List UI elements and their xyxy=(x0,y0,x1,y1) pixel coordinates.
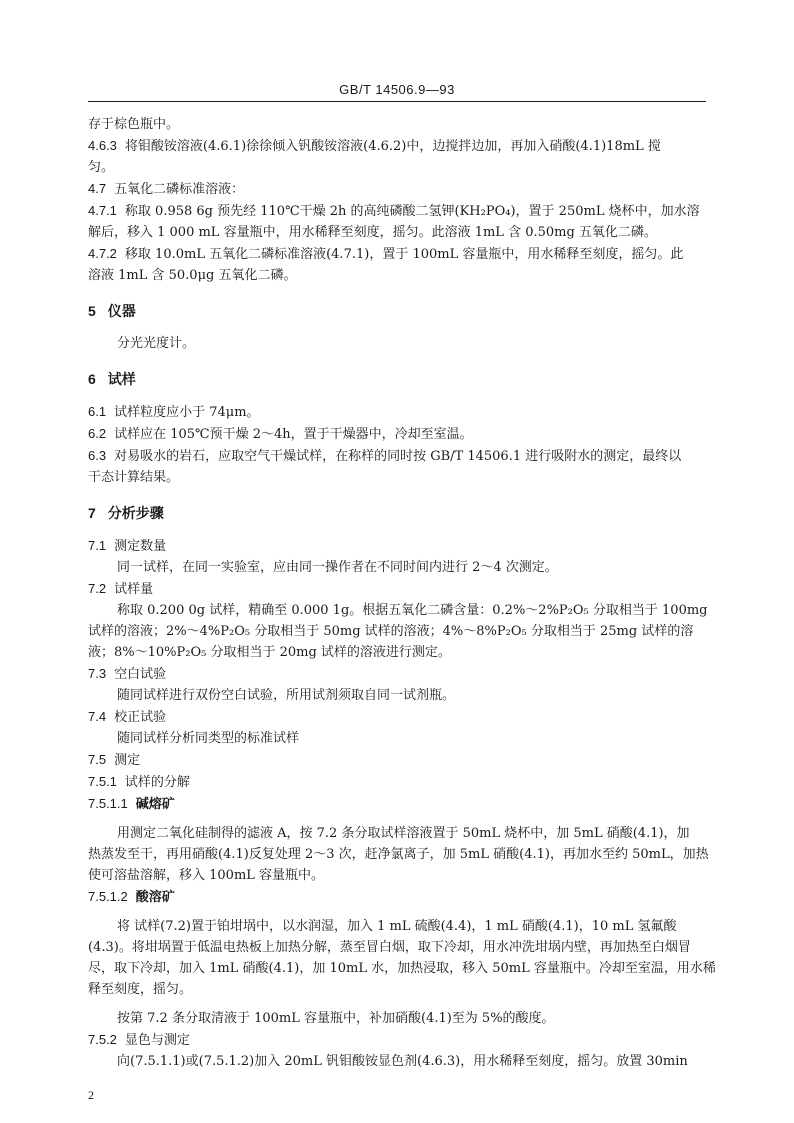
text-line: 分光光度计。 xyxy=(117,336,196,351)
section-7-heading xyxy=(88,503,706,525)
clause-text: 移取 10.0mL 五氧化二磷标准溶液(4.7.1)，置于 100mL 容量瓶中，用水稀释至刻度，摇匀。此 xyxy=(124,247,684,262)
section-number: 5 xyxy=(88,303,96,319)
text-line: (4.3)。将坩埚置于低温电热板上加热分解，蒸至冒白烟，取下冷却，用水冲洗坩埚内壁，再加热至白烟冒 xyxy=(88,940,691,955)
section-title: 分析步骤 xyxy=(107,506,164,522)
clause-number: 4.7.2 xyxy=(88,246,117,261)
text-line: 释至刻度，摇匀。 xyxy=(88,982,193,997)
clause-number: 7.5.2 xyxy=(88,1032,117,1047)
text-line: 解后，移入 1 000 mL 容量瓶中，用水稀释至刻度，摇匀。此溶液 1mL 含 0.50mg 五氧化二磷。 xyxy=(88,225,657,240)
text-line: 液；8%～10%P₂O₅ 分取相当于 20mg 试样的溶液进行测定。 xyxy=(88,645,451,660)
clause-number: 6.3 xyxy=(88,448,107,463)
clause-text: 试样粒度应小于 74μm。 xyxy=(114,405,260,420)
clause-number: 7.5.1 xyxy=(88,774,117,789)
clause-6-1 xyxy=(88,401,706,423)
clause-7-5-1-2 xyxy=(88,886,706,908)
clause-number: 7.5.1.2 xyxy=(88,889,128,904)
text-line: 随同试样进行双份空白试验，所用试剂须取自同一试剂瓶。 xyxy=(117,688,456,703)
document-body xyxy=(88,114,716,1072)
clause-text: 将钼酸铵溶液(4.6.1)徐徐倾入钒酸铵溶液(4.6.2)中，边搅拌边加，再加入硝酸(4.1)18mL 搅 xyxy=(124,139,661,154)
text-line: 试样的溶液；2%～4%P₂O₅ 分取相当于 50mg 试样的溶液；4%～8%P₂O₅ 分取相当于 25mg 试样的溶 xyxy=(88,624,694,639)
clause-7-5-1 xyxy=(88,771,706,793)
clause-number: 7.4 xyxy=(88,709,107,724)
clause-7-2 xyxy=(88,578,706,600)
clause-title: 试样量 xyxy=(114,582,154,597)
section-6-heading xyxy=(88,369,706,391)
section-title: 仪器 xyxy=(107,304,136,320)
clause-number: 6.2 xyxy=(88,426,107,441)
text-line: 同一试样，在同一实验室，应由同一操作者在不同时间内进行 2～4 次测定。 xyxy=(117,560,558,575)
section-5-heading xyxy=(88,301,706,323)
text-line: 热蒸发至干，再用硝酸(4.1)反复处理 2～3 次，赶净氯离子，加 5mL 硝酸(4.1)，再加水至约 50mL，加热 xyxy=(88,847,709,862)
clause-number: 7.5.1.1 xyxy=(88,796,128,811)
clause-7-5-2 xyxy=(88,1029,706,1051)
clause-number: 7.3 xyxy=(88,666,107,681)
header-rule xyxy=(88,101,706,102)
section-number: 7 xyxy=(88,505,96,521)
text-line: 按第 7.2 条分取清液于 100mL 容量瓶中，补加硝酸(4.1)至为 5%的酸度。 xyxy=(117,1011,555,1026)
clause-number: 4.7 xyxy=(88,181,107,196)
text-line: 随同试样分析同类型的标准试样 xyxy=(117,731,300,746)
clause-number: 7.1 xyxy=(88,538,107,553)
clause-text: 对易吸水的岩石，应取空气干燥试样，在称样的同时按 GB/T 14506.1 进行吸附水的测定，最终以 xyxy=(114,449,682,464)
clause-title: 测定数量 xyxy=(114,539,167,554)
clause-title: 酸溶矿 xyxy=(135,890,175,905)
clause-7-5 xyxy=(88,749,706,771)
clause-number: 6.1 xyxy=(88,404,107,419)
text-line: 存于棕色瓶中。 xyxy=(88,117,180,132)
text-line: 干态计算结果。 xyxy=(88,470,180,485)
text-line: 称取 0.200 0g 试样，精确至 0.000 1g。根据五氧化二磷含量：0.2%～2%P₂O₅ 分取相当于 100mg xyxy=(117,603,708,618)
clause-title: 碱熔矿 xyxy=(135,797,175,812)
clause-7-5-1-1 xyxy=(88,793,706,815)
text-line: 匀。 xyxy=(88,160,115,175)
clause-title: 测定 xyxy=(114,753,141,768)
clause-7-4 xyxy=(88,706,706,728)
section-number: 6 xyxy=(88,371,96,387)
text-line: 向(7.5.1.1)或(7.5.1.2)加入 20mL 钒钼酸铵显色剂(4.6.3)，用水稀释至刻度，摇匀。放置 30min xyxy=(117,1054,688,1069)
text-line: 使可溶盐溶解，移入 100mL 容量瓶中。 xyxy=(88,868,325,883)
page-number: 2 xyxy=(88,1088,94,1102)
clause-6-2 xyxy=(88,423,706,445)
clause-4-7-1 xyxy=(88,200,706,222)
text-line: 溶液 1mL 含 50.0μg 五氧化二磷。 xyxy=(88,268,297,283)
text-line: 用测定二氧化硅制得的滤液 A，按 7.2 条分取试样溶液置于 50mL 烧杯中，加 5mL 硝酸(4.1)，加 xyxy=(117,826,690,841)
text-line: 尽，取下冷却，加入 1mL 硝酸(4.1)，加 10mL 水，加热浸取，移入 50mL 容量瓶中。冷却至室温，用水稀 xyxy=(88,961,716,976)
clause-title: 显色与测定 xyxy=(124,1033,190,1048)
clause-title: 空白试验 xyxy=(114,667,167,682)
clause-7-3 xyxy=(88,663,706,685)
clause-text: 五氧化二磷标准溶液： xyxy=(114,182,245,197)
clause-number: 7.5 xyxy=(88,752,107,767)
page-header: GB/T 14506.9—93 xyxy=(339,82,455,97)
clause-number: 4.7.1 xyxy=(88,203,117,218)
text-line: 将 试样(7.2)置于铂坩埚中，以水润湿，加入 1 mL 硫酸(4.4)，1 mL 硝酸(4.1)，10 mL 氢氟酸 xyxy=(117,919,677,934)
clause-text: 称取 0.958 6g 预先经 110℃干燥 2h 的高纯磷酸二氢钾(KH₂PO₄)，置于 250mL 烧杯中，加水溶 xyxy=(124,204,700,219)
clause-4-6-3 xyxy=(88,135,706,157)
section-title: 试样 xyxy=(107,372,136,388)
clause-4-7 xyxy=(88,178,706,200)
clause-number: 7.2 xyxy=(88,581,107,596)
clause-title: 试样的分解 xyxy=(124,775,190,790)
clause-6-3 xyxy=(88,445,706,467)
clause-title: 校正试验 xyxy=(114,710,167,725)
clause-text: 试样应在 105℃预干燥 2～4h，置于干燥器中，冷却至室温。 xyxy=(114,427,473,442)
clause-7-1 xyxy=(88,535,706,557)
clause-4-7-2 xyxy=(88,243,706,265)
clause-number: 4.6.3 xyxy=(88,138,117,153)
